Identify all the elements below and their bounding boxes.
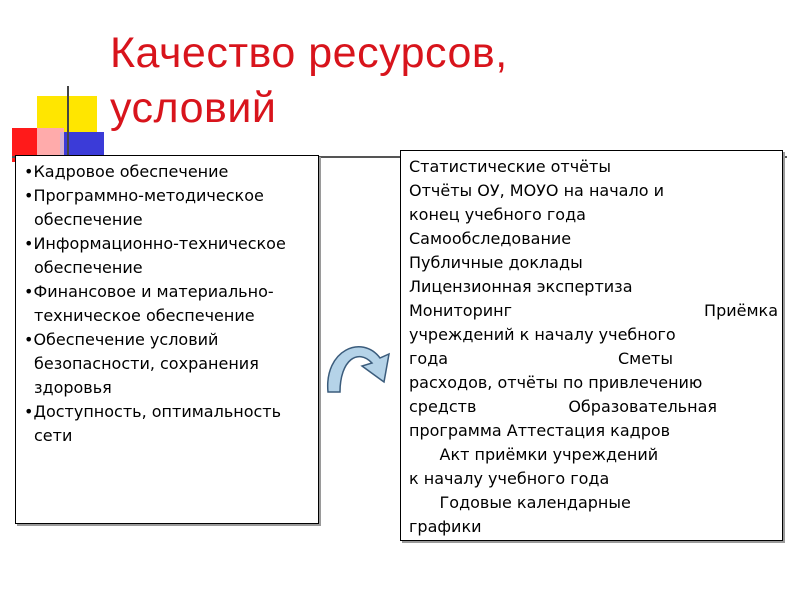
text-line-monitoring bbox=[409, 299, 778, 323]
text-line-funds bbox=[409, 395, 717, 419]
text-line: Публичные доклады bbox=[409, 253, 583, 272]
year-text: года bbox=[409, 349, 449, 368]
text-line: конец учебного года bbox=[409, 205, 586, 224]
text-line: к началу учебного года bbox=[409, 469, 610, 488]
list-item: • Финансовое и материально-техническое обеспечение bbox=[24, 280, 312, 328]
slide-title-line-1: Качество ресурсов, bbox=[110, 29, 508, 77]
text-line: Лицензионная экспертиза bbox=[409, 277, 633, 296]
edu-program-text: Образовательная bbox=[568, 397, 717, 416]
curved-arrow-icon bbox=[322, 330, 402, 400]
funds-text: средств bbox=[409, 397, 477, 416]
text-line: Статистические отчёты bbox=[409, 157, 611, 176]
text-line: программа Аттестация кадров bbox=[409, 421, 671, 440]
monitoring-text: Мониторинг bbox=[409, 301, 512, 320]
text-line: расходов, отчёты по привлечению bbox=[409, 373, 703, 392]
text-line: графики bbox=[409, 517, 482, 536]
slide-title-line-2: условий bbox=[110, 84, 277, 132]
resources-list-box bbox=[15, 155, 319, 524]
text-line: Годовые календарные bbox=[409, 493, 631, 512]
decor-overlap-square bbox=[37, 128, 64, 156]
sources-text-box bbox=[400, 150, 783, 541]
acceptance-text: Приёмка bbox=[704, 301, 778, 320]
text-line: учреждений к началу учебного bbox=[409, 325, 676, 344]
estimates-text: Сметы bbox=[617, 349, 673, 368]
list-item: • Кадровое обеспечение bbox=[24, 160, 312, 184]
text-line: Отчёты ОУ, МОУО на начало и bbox=[409, 181, 664, 200]
resources-list bbox=[24, 160, 312, 448]
text-line: Самообследование bbox=[409, 229, 572, 248]
text-line: Акт приёмки учреждений bbox=[409, 445, 659, 464]
text-line-year bbox=[409, 347, 673, 371]
list-item: • Обеспечение условий безопасности, сохранения здоровья bbox=[24, 328, 312, 400]
list-item: • Доступность, оптимальность сети bbox=[24, 400, 312, 448]
slide-title bbox=[110, 26, 508, 136]
list-item: • Программно-методическое обеспечение bbox=[24, 184, 312, 232]
list-item: • Информационно-техническое обеспечение bbox=[24, 232, 312, 280]
